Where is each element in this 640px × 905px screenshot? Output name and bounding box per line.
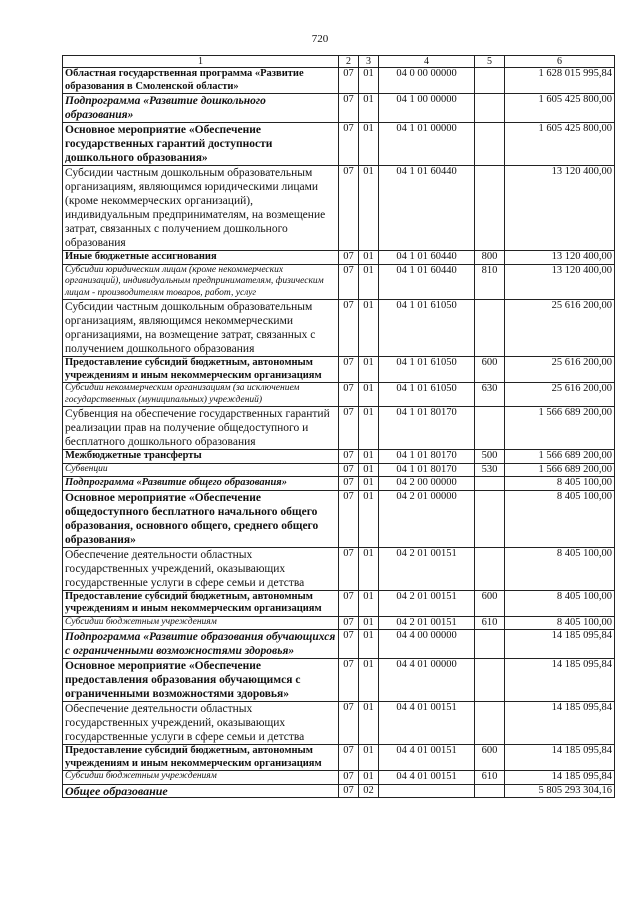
row-subsection: 01 (359, 771, 379, 785)
row-expense-type (475, 784, 505, 798)
table-row (63, 357, 615, 383)
row-expense-type: 810 (475, 264, 505, 300)
table-row (63, 590, 615, 616)
row-subsection: 01 (359, 357, 379, 383)
row-name: Областная государственная программа «Развитие образования в Смоленской области» (63, 68, 339, 94)
row-amount: 1 566 689 200,00 (505, 407, 615, 450)
row-name: Субсидии бюджетным учреждениям (63, 771, 339, 785)
row-expense-type: 610 (475, 771, 505, 785)
page-number: 720 (311, 33, 329, 45)
row-section: 07 (339, 547, 359, 590)
row-target-code: 04 1 01 00000 (379, 123, 475, 166)
table-row (63, 123, 615, 166)
table-row (63, 771, 615, 785)
row-name: Подпрограмма «Развитие образования обучающихся с ограниченными возможностями здоровья» (63, 630, 339, 659)
row-subsection: 01 (359, 463, 379, 477)
table-row (63, 547, 615, 590)
row-expense-type (475, 300, 505, 357)
header-cell-3: 3 (359, 56, 379, 68)
row-amount: 25 616 200,00 (505, 300, 615, 357)
row-name: Предоставление субсидий бюджетным, автономным учреждениям и иным некоммерческим организациям (63, 357, 339, 383)
row-target-code: 04 1 01 80170 (379, 407, 475, 450)
row-section: 07 (339, 68, 359, 94)
table-row (63, 264, 615, 300)
table-row (63, 477, 615, 491)
row-target-code: 04 1 01 60440 (379, 264, 475, 300)
row-target-code: 04 1 01 61050 (379, 300, 475, 357)
row-amount: 5 805 293 304,16 (505, 784, 615, 798)
row-name: Общее образование (63, 784, 339, 798)
header-cell-5: 5 (475, 56, 505, 68)
row-subsection: 01 (359, 251, 379, 265)
row-name: Основное мероприятие «Обеспечение общедоступного бесплатного начального общего образования, основного общего, среднего общего образования» (63, 490, 339, 547)
row-section: 07 (339, 357, 359, 383)
row-amount: 14 185 095,84 (505, 745, 615, 771)
row-amount: 1 566 689 200,00 (505, 450, 615, 464)
row-amount: 14 185 095,84 (505, 771, 615, 785)
row-section: 07 (339, 264, 359, 300)
row-expense-type: 530 (475, 463, 505, 477)
row-subsection: 01 (359, 616, 379, 630)
row-subsection: 01 (359, 630, 379, 659)
table-row (63, 463, 615, 477)
row-subsection: 01 (359, 659, 379, 702)
row-target-code: 04 1 01 61050 (379, 357, 475, 383)
row-target-code: 04 4 01 00151 (379, 702, 475, 745)
row-subsection: 01 (359, 264, 379, 300)
row-amount: 13 120 400,00 (505, 166, 615, 251)
row-name: Предоставление субсидий бюджетным, автономным учреждениям и иным некоммерческим организациям (63, 745, 339, 771)
row-amount: 8 405 100,00 (505, 547, 615, 590)
row-subsection: 01 (359, 745, 379, 771)
row-section: 07 (339, 383, 359, 407)
table-row (63, 407, 615, 450)
row-amount: 14 185 095,84 (505, 630, 615, 659)
row-name: Основное мероприятие «Обеспечение государственных гарантий доступности дошкольного образования» (63, 123, 339, 166)
table-row (63, 383, 615, 407)
row-section: 07 (339, 590, 359, 616)
row-section: 07 (339, 702, 359, 745)
row-section: 07 (339, 166, 359, 251)
row-expense-type: 500 (475, 450, 505, 464)
row-expense-type: 600 (475, 357, 505, 383)
row-section: 07 (339, 251, 359, 265)
row-section: 07 (339, 745, 359, 771)
row-expense-type: 630 (475, 383, 505, 407)
row-subsection: 01 (359, 383, 379, 407)
table-row (63, 745, 615, 771)
table-row (63, 659, 615, 702)
table-row (63, 251, 615, 265)
row-subsection: 01 (359, 123, 379, 166)
row-name: Иные бюджетные ассигнования (63, 251, 339, 265)
row-target-code: 04 1 01 60440 (379, 166, 475, 251)
row-expense-type (475, 630, 505, 659)
row-target-code: 04 2 01 00000 (379, 490, 475, 547)
row-target-code: 04 2 01 00151 (379, 590, 475, 616)
row-subsection: 01 (359, 590, 379, 616)
row-expense-type: 800 (475, 251, 505, 265)
row-subsection: 02 (359, 784, 379, 798)
table-row (63, 300, 615, 357)
row-subsection: 01 (359, 94, 379, 123)
row-name: Основное мероприятие «Обеспечение предоставления образования обучающимся с ограниченными возможностями здоровья» (63, 659, 339, 702)
row-name: Субвенции (63, 463, 339, 477)
row-section: 07 (339, 630, 359, 659)
table-row (63, 784, 615, 798)
row-expense-type (475, 477, 505, 491)
row-name: Субсидии юридическим лицам (кроме некоммерческих организаций), индивидуальным предпринимателям, физическим лицам - производителям товаров, работ, услуг (63, 264, 339, 300)
row-target-code: 04 2 00 00000 (379, 477, 475, 491)
row-expense-type (475, 490, 505, 547)
row-section: 07 (339, 463, 359, 477)
row-expense-type: 610 (475, 616, 505, 630)
row-target-code: 04 1 01 61050 (379, 383, 475, 407)
row-section: 07 (339, 477, 359, 491)
row-section: 07 (339, 616, 359, 630)
row-target-code: 04 4 01 00151 (379, 745, 475, 771)
row-expense-type: 600 (475, 745, 505, 771)
row-name: Субсидии некоммерческим организациям (за исключением государственных (муниципальных) учреждений) (63, 383, 339, 407)
row-expense-type (475, 123, 505, 166)
row-subsection: 01 (359, 547, 379, 590)
row-section: 07 (339, 784, 359, 798)
row-subsection: 01 (359, 407, 379, 450)
row-section: 07 (339, 94, 359, 123)
row-amount: 1 605 425 800,00 (505, 123, 615, 166)
header-row (63, 56, 615, 68)
row-target-code: 04 1 01 80170 (379, 463, 475, 477)
table-row (63, 630, 615, 659)
row-amount: 1 566 689 200,00 (505, 463, 615, 477)
row-target-code: 04 1 00 00000 (379, 94, 475, 123)
row-name: Обеспечение деятельности областных государственных учреждений, оказывающих государственные услуги в сфере семьи и детства (63, 547, 339, 590)
row-expense-type (475, 702, 505, 745)
row-section: 07 (339, 771, 359, 785)
row-subsection: 01 (359, 300, 379, 357)
header-cell-4: 4 (379, 56, 475, 68)
row-subsection: 01 (359, 702, 379, 745)
row-target-code: 04 2 01 00151 (379, 547, 475, 590)
row-expense-type (475, 166, 505, 251)
row-name: Субсидии частным дошкольным образовательным организациям, являющимся юридическими лицами (кроме некоммерческих организаций), индивидуальным предпринимателям, на возмещение затрат, связанных с получением дошкольного образования (63, 166, 339, 251)
row-amount: 13 120 400,00 (505, 264, 615, 300)
row-name: Обеспечение деятельности областных государственных учреждений, оказывающих государственные услуги в сфере семьи и детства (63, 702, 339, 745)
row-section: 07 (339, 659, 359, 702)
row-name: Подпрограмма «Развитие общего образования» (63, 477, 339, 491)
header-cell-1: 1 (63, 56, 339, 68)
row-amount: 14 185 095,84 (505, 659, 615, 702)
row-amount: 14 185 095,84 (505, 702, 615, 745)
row-amount: 1 628 015 995,84 (505, 68, 615, 94)
row-amount: 25 616 200,00 (505, 357, 615, 383)
table-row (63, 616, 615, 630)
row-subsection: 01 (359, 450, 379, 464)
row-section: 07 (339, 490, 359, 547)
table-row (63, 68, 615, 94)
row-target-code: 04 4 01 00000 (379, 659, 475, 702)
row-section: 07 (339, 407, 359, 450)
row-subsection: 01 (359, 166, 379, 251)
row-amount: 8 405 100,00 (505, 490, 615, 547)
table-row (63, 490, 615, 547)
table-row (63, 702, 615, 745)
row-subsection: 01 (359, 490, 379, 547)
row-name: Межбюджетные трансферты (63, 450, 339, 464)
row-target-code: 04 1 01 60440 (379, 251, 475, 265)
table-row (63, 94, 615, 123)
row-section: 07 (339, 450, 359, 464)
row-expense-type (475, 68, 505, 94)
row-target-code: 04 1 01 80170 (379, 450, 475, 464)
row-name: Подпрограмма «Развитие дошкольного образования» (63, 94, 339, 123)
row-expense-type (475, 407, 505, 450)
table-row (63, 166, 615, 251)
row-name: Субвенция на обеспечение государственных гарантий реализации прав на получение общедоступного и бесплатного дошкольного образования (63, 407, 339, 450)
row-section: 07 (339, 300, 359, 357)
row-expense-type (475, 659, 505, 702)
row-name: Субсидии бюджетным учреждениям (63, 616, 339, 630)
row-amount: 1 605 425 800,00 (505, 94, 615, 123)
row-subsection: 01 (359, 477, 379, 491)
row-name: Субсидии частным дошкольным образовательным организациям, являющимся некоммерческими организациями, на возмещение затрат, связанных с получением дошкольного образования (63, 300, 339, 357)
row-target-code (379, 784, 475, 798)
row-expense-type (475, 94, 505, 123)
header-cell-6: 6 (505, 56, 615, 68)
row-expense-type: 600 (475, 590, 505, 616)
header-cell-2: 2 (339, 56, 359, 68)
row-expense-type (475, 547, 505, 590)
row-section: 07 (339, 123, 359, 166)
row-target-code: 04 2 01 00151 (379, 616, 475, 630)
row-target-code: 04 0 00 00000 (379, 68, 475, 94)
row-amount: 8 405 100,00 (505, 616, 615, 630)
row-subsection: 01 (359, 68, 379, 94)
row-amount: 25 616 200,00 (505, 383, 615, 407)
budget-table (62, 55, 615, 798)
row-target-code: 04 4 01 00151 (379, 771, 475, 785)
row-target-code: 04 4 00 00000 (379, 630, 475, 659)
table-row (63, 450, 615, 464)
row-amount: 8 405 100,00 (505, 590, 615, 616)
row-amount: 8 405 100,00 (505, 477, 615, 491)
row-name: Предоставление субсидий бюджетным, автономным учреждениям и иным некоммерческим организациям (63, 590, 339, 616)
row-amount: 13 120 400,00 (505, 251, 615, 265)
